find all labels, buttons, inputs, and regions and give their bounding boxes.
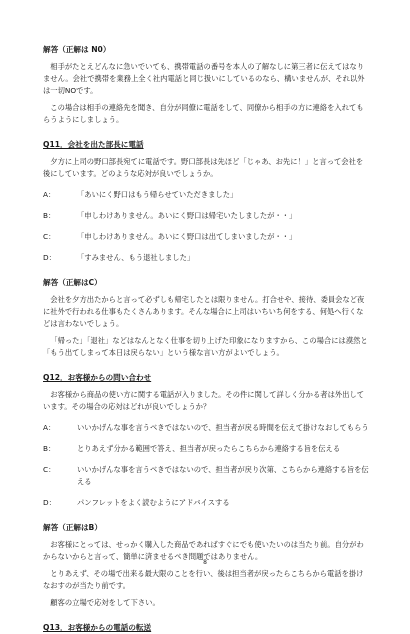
option-text: いいかげんな事を言うべきではないので、担当者が戻り次第、こちらから連絡する旨を伝える xyxy=(77,465,369,486)
answer-c-paragraph: 「帰った」「退社」などはなんとなく仕事を切り上げた印象になりますから、この場合には漠然と「もう出てしまって本日は戻らない」という様な言い方がよいでしょう。 xyxy=(43,336,368,357)
option-label: D： xyxy=(43,253,56,262)
option-label: A： xyxy=(43,423,56,432)
q12-option-d xyxy=(43,497,370,509)
option-text: 「あいにく野口はもう帰らせていただきました」 xyxy=(77,190,238,199)
option-text: 「すみません、もう退社しました」 xyxy=(77,253,195,262)
q12-option-a xyxy=(43,422,370,434)
q11-option-c xyxy=(43,231,370,243)
option-label: A： xyxy=(43,190,56,199)
q12-question: お客様から商品の使い方に関する電話が入りました。その件に関して詳しく分かる者は外出しています。その場合の応対はどれが良いでしょうか？ xyxy=(43,390,365,411)
q13-heading: Q13．お客様からの電話の転送 xyxy=(43,623,152,632)
answer-b-paragraph: 顧客の立場で応対をして下さい。 xyxy=(50,598,160,607)
q11-heading: Q11．会社を出た部長に電話 xyxy=(43,140,144,149)
option-text: 「申しわけありません。あいにく野口は帰宅いたしましたが・・」 xyxy=(77,211,297,220)
q11-question: 夕方に上司の野口部長宛てに電話です。野口部長は先ほど「じゃあ、お先に！」と言って会社を後にしています。どのような応対が良いでしょうか。 xyxy=(43,157,364,178)
q12-option-b xyxy=(43,443,370,455)
option-label: D： xyxy=(43,498,56,507)
answer-n0-paragraph: 相手がたとえどんなに急いでいても、携帯電話の番号を本人の了解なしに第三者に伝えてはなりません。会社で携帯を業務上全く社内電話と同じ扱いにしているのなら、構いませんが、それ以外は一切NOです。 xyxy=(43,62,365,95)
answer-b-paragraph: お客様にとっては、せっかく購入した商品であればすぐにでも使いたいのは当たり前。自分がわからないからと言って、簡単に済ませるべき問題ではありません。 xyxy=(43,540,364,561)
q11-option-d xyxy=(43,252,370,264)
q11-option-b xyxy=(43,210,370,222)
option-label: C： xyxy=(43,465,56,474)
q12-option-c xyxy=(43,464,370,488)
option-label: C： xyxy=(43,232,56,241)
q11-option-a xyxy=(43,189,370,201)
answer-c-heading: 解答（正解はC） xyxy=(43,278,102,287)
q12-heading: Q12．お客様からの問い合わせ xyxy=(43,373,152,382)
answer-c-paragraph: 会社を夕方出たからと言って必ずしも帰宅したとは限りません。打合せや、接待、委員会など夜に社外で行われる仕事もたくさんあります。そんな場合に上司はいちいち何をする、何処へ行くなどは言わないでしょう。 xyxy=(43,295,365,328)
option-label: B： xyxy=(43,444,56,453)
answer-b-paragraph: とりあえず、その場で出来る最大限のことを行い、後は担当者が戻ったらこちらから電話を掛けなおすのが当たり前です。 xyxy=(43,569,364,590)
option-text: とりあえず分かる範囲で答え、担当者が戻ったらこちらから連絡する旨を伝える xyxy=(77,444,341,453)
answer-n0-heading: 解答（正解は N0） xyxy=(43,45,111,54)
page-number: 8 xyxy=(203,559,207,566)
option-text: パンフレットをよく読むようにアドバイスする xyxy=(77,498,230,507)
option-label: B： xyxy=(43,211,56,220)
option-text: 「申しわけありません。あいにく野口は出てしまいましたが・・」 xyxy=(77,232,297,241)
answer-n0-paragraph: この場合は相手の連絡先を聞き、自分が同僚に電話をして、同僚から相手の方に連絡を入れてもらうようにしましょう。 xyxy=(43,103,364,124)
option-text: いいかげんな事を言うべきではないので、担当者が戻る時間を伝えて掛けなおしてもらう xyxy=(77,423,369,432)
answer-b-heading: 解答（正解はB） xyxy=(43,523,102,532)
